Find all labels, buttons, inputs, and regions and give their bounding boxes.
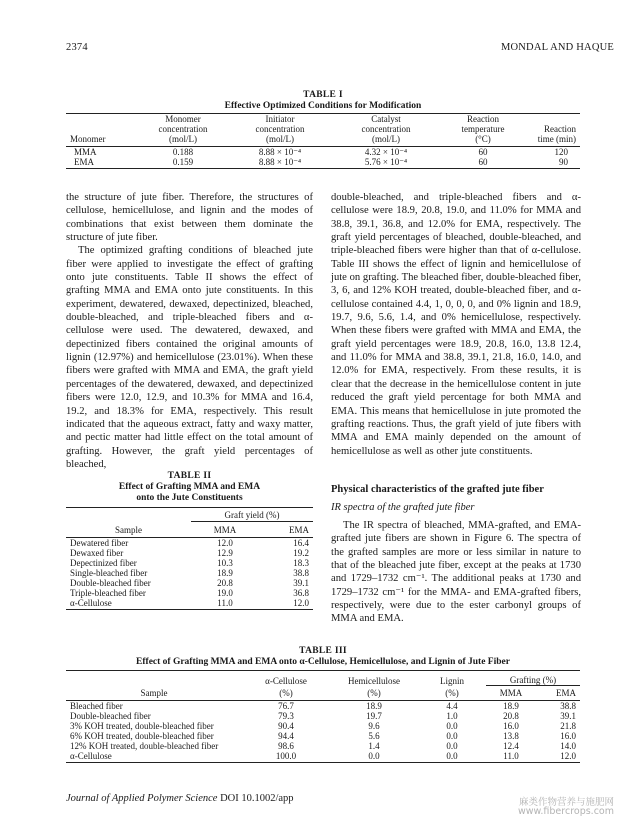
body-paragraph: the structure of jute fiber. Therefore, the structures of cellulose, hemicellulose, and lignin and the modes of combinations that exist between them dominate the structure of jute fiber. bbox=[66, 192, 313, 244]
table1-header-row bbox=[66, 114, 580, 124]
table2-group-header: Graft yield (%) bbox=[191, 508, 313, 522]
table-row bbox=[66, 721, 580, 731]
table-cell: 9.6 bbox=[368, 721, 380, 731]
table2-title: Effect of Grafting MMA and EMA bbox=[118, 482, 261, 492]
table-cell: Bleached fiber bbox=[70, 701, 123, 711]
table-cell: 18.9 bbox=[217, 568, 233, 578]
table-cell: Double-bleached fiber bbox=[70, 578, 151, 588]
journal-footer bbox=[66, 793, 294, 804]
table1-header-cell: Initiator bbox=[265, 114, 295, 124]
table1-header-cell: (°C) bbox=[475, 134, 491, 144]
table1-header-cell: Monomer bbox=[165, 114, 201, 124]
table-cell: 39.1 bbox=[560, 711, 576, 721]
table3 bbox=[66, 670, 580, 763]
table3-header-cell: Lignin bbox=[440, 675, 464, 686]
table2-header-cell: EMA bbox=[289, 525, 309, 535]
table1-number: TABLE I bbox=[303, 90, 343, 100]
table-row bbox=[66, 548, 313, 558]
table-row bbox=[66, 731, 580, 741]
table1-header-cell: (mol/L) bbox=[169, 134, 197, 144]
table-row bbox=[66, 588, 313, 598]
table-row bbox=[66, 578, 313, 588]
table3-title: Effect of Grafting MMA and EMA onto α-Cellulose, Hemicellulose, and Lignin of Jute Fiber bbox=[136, 657, 510, 667]
running-head-authors: MONDAL AND HAQUE bbox=[500, 42, 614, 53]
right-column-top bbox=[331, 191, 581, 458]
table1-header-cell: time (min) bbox=[537, 134, 576, 144]
table-cell: 16.0 bbox=[560, 731, 576, 741]
table-cell: 0.0 bbox=[446, 721, 458, 731]
table1-header-cell: (mol/L) bbox=[266, 134, 294, 144]
table3-header-row bbox=[66, 686, 580, 699]
table-cell: 12.4 bbox=[503, 741, 519, 751]
table1 bbox=[66, 113, 580, 169]
table-cell: 10.3 bbox=[217, 558, 233, 568]
table3-header-cell: (%) bbox=[445, 688, 459, 698]
table3-header-cell: Hemicellulose bbox=[348, 675, 400, 686]
table-row bbox=[66, 568, 313, 578]
table2-title: onto the Jute Constituents bbox=[136, 493, 243, 503]
table-cell: 20.8 bbox=[217, 578, 233, 588]
table-cell: Dewatered fiber bbox=[70, 538, 129, 548]
table3-caption bbox=[66, 646, 580, 668]
table-cell: 90 bbox=[559, 157, 568, 167]
table2-header-row bbox=[66, 522, 313, 536]
table-cell: 0.0 bbox=[446, 741, 458, 751]
table-cell: 20.8 bbox=[503, 711, 519, 721]
table-cell: 0.0 bbox=[368, 751, 380, 761]
table-cell: 79.3 bbox=[278, 711, 294, 721]
table1-caption bbox=[66, 90, 580, 112]
table3-header-cell: MMA bbox=[499, 688, 523, 698]
table-cell: Triple-bleached fiber bbox=[70, 588, 146, 598]
table-cell: 19.7 bbox=[366, 711, 382, 721]
table-cell: 4.4 bbox=[446, 701, 458, 711]
table-cell: 39.1 bbox=[293, 578, 309, 588]
table-cell: 8.88 × 10⁻⁴ bbox=[258, 157, 302, 167]
table-cell: 1.0 bbox=[446, 711, 458, 721]
table-cell: 19.0 bbox=[217, 588, 233, 598]
table1-header-cell: (mol/L) bbox=[372, 134, 400, 144]
table-cell: 12.0 bbox=[217, 538, 233, 548]
table1-header-row bbox=[66, 124, 580, 134]
left-column bbox=[66, 191, 313, 471]
table-cell: Depectinized fiber bbox=[70, 558, 137, 568]
table-cell: 98.6 bbox=[278, 741, 294, 751]
table1-header-cell: concentration bbox=[158, 124, 208, 134]
table-row bbox=[66, 701, 580, 712]
table-cell: 5.6 bbox=[368, 731, 380, 741]
table3-header-cell: Sample bbox=[140, 688, 168, 698]
table2-header-cell: MMA bbox=[213, 525, 237, 535]
table-cell: 0.0 bbox=[446, 731, 458, 741]
table-cell: 16.0 bbox=[503, 721, 519, 731]
table-cell: 6% KOH treated, double-bleached fiber bbox=[70, 731, 214, 741]
table-cell: 18.3 bbox=[293, 558, 309, 568]
table-cell: 13.8 bbox=[503, 731, 519, 741]
doi: DOI 10.1002/app bbox=[220, 793, 294, 804]
table-row bbox=[66, 598, 313, 608]
table-cell: 12.0 bbox=[293, 598, 309, 608]
table-cell: Dewaxed fiber bbox=[70, 548, 124, 558]
table-cell: 60 bbox=[478, 147, 488, 157]
table-cell: 21.8 bbox=[560, 721, 576, 731]
table-row bbox=[66, 711, 580, 721]
table-cell: MMA bbox=[74, 147, 97, 157]
table-cell: 100.0 bbox=[275, 751, 297, 761]
table-row bbox=[66, 741, 580, 751]
table-cell: 12.0 bbox=[560, 751, 576, 761]
table-cell: 38.8 bbox=[560, 701, 576, 711]
table-cell: 16.4 bbox=[293, 538, 309, 548]
table1-header-cell: temperature bbox=[461, 124, 505, 134]
table-cell: 8.88 × 10⁻⁴ bbox=[258, 147, 302, 157]
table-cell: α-Cellulose bbox=[70, 751, 112, 761]
table3-header-cell: EMA bbox=[556, 688, 576, 698]
subsection-heading: IR spectra of the grafted jute fiber bbox=[331, 502, 475, 513]
table-cell: 11.0 bbox=[217, 598, 233, 608]
table2 bbox=[66, 507, 313, 610]
table3-group-header: Grafting (%) bbox=[486, 671, 580, 686]
table-cell: 0.0 bbox=[446, 751, 458, 761]
table3-header-cell: (%) bbox=[279, 688, 293, 698]
table-cell: 38.8 bbox=[293, 568, 309, 578]
journal-name: Journal of Applied Polymer Science bbox=[66, 793, 218, 804]
table-cell: 76.7 bbox=[278, 701, 294, 711]
table1-header-cell: concentration bbox=[361, 124, 411, 134]
table-cell: Single-bleached fiber bbox=[70, 568, 148, 578]
table-cell: 14.0 bbox=[560, 741, 576, 751]
table-cell: 18.9 bbox=[366, 701, 382, 711]
table-cell: 12% KOH treated, double-bleached fiber bbox=[70, 741, 219, 751]
table-row bbox=[66, 157, 580, 167]
table1-header-cell: concentration bbox=[255, 124, 305, 134]
table3-header-cell: (%) bbox=[367, 688, 381, 698]
table1-header-cell: Reaction bbox=[467, 114, 499, 124]
table-cell: 1.4 bbox=[368, 741, 380, 751]
table-cell: 36.8 bbox=[293, 588, 309, 598]
table-cell: 94.4 bbox=[278, 731, 294, 741]
table3-number: TABLE III bbox=[299, 646, 347, 656]
table-row bbox=[66, 558, 313, 568]
table2-number: TABLE II bbox=[167, 471, 212, 481]
table-cell: 18.9 bbox=[503, 701, 519, 711]
table-cell: 11.0 bbox=[503, 751, 519, 761]
table-cell: 5.76 × 10⁻⁴ bbox=[364, 157, 408, 167]
table2-header-cell: Sample bbox=[115, 525, 142, 535]
table1-header-cell: Reaction bbox=[544, 124, 576, 134]
table2-caption bbox=[66, 471, 313, 504]
table-row bbox=[66, 147, 580, 158]
table1-title: Effective Optimized Conditions for Modification bbox=[224, 101, 422, 111]
watermark-line2: www.fibercrops.com bbox=[517, 806, 614, 817]
table-cell: 19.2 bbox=[293, 548, 309, 558]
page-number: 2374 bbox=[66, 42, 88, 53]
table-cell: 60 bbox=[478, 157, 488, 167]
table-cell: α-Cellulose bbox=[70, 598, 112, 608]
section-heading: Physical characteristics of the grafted jute fiber bbox=[331, 484, 544, 495]
table1-header-cell: Monomer bbox=[70, 134, 106, 144]
table-cell: 0.159 bbox=[172, 157, 194, 167]
right-column-bottom bbox=[331, 519, 581, 626]
table-cell: 90.4 bbox=[278, 721, 294, 731]
table-cell: 12.9 bbox=[217, 548, 233, 558]
table3-header-row bbox=[66, 671, 580, 686]
body-paragraph: The IR spectra of bleached, MMA-grafted, and EMA-grafted jute fibers are shown in Figure 6. The spectra of the grafted samples are more or less similar in nature to that of the bleached jute fiber, except at the peaks at 1730 and 1729–1732 cm⁻¹. The additional peaks at 1730 and 1729–1732 cm⁻¹ for the MMA- and EMA-grafted fibers, respectively, were due to the ester carbonyl groups of MMA and EMA. bbox=[331, 520, 581, 625]
table-cell: 3% KOH treated, double-bleached fiber bbox=[70, 721, 214, 731]
table-cell: 4.32 × 10⁻⁴ bbox=[364, 147, 408, 157]
table1-header-cell: Catalyst bbox=[371, 114, 401, 124]
table-cell: 0.188 bbox=[172, 147, 194, 157]
body-paragraph: The optimized grafting conditions of bleached jute fiber were applied to investigate the effect of grafting onto jute constituents. Table II shows the effect of grafting MMA and EMA onto jute constituents. In this experiment, dewatered, dewaxed, depectinized, bleached, double-bleached, and triple-bleached fibers and α-cellulose were used. The dewatered, dewaxed, and depectinized fibers contained the original amounts of lignin (12.97%) and hemicellulose (23.01%). When these fibers were grafted with MMA and EMA, the graft yield percentages of the dewatered, dewaxed, and depectinized fibers were 12.0, 12.9, and 10.3% for MMA and 16.4, 19.2, and 18.3% for EMA, respectively. This result indicated that the aqueous extract, fatty and waxy matter, and pectic matter had little effect on the total amount of grafting. However, the graft yield percentages of bleached, bbox=[66, 245, 313, 470]
watermark-line1: 麻类作物营养与施肥网 bbox=[518, 797, 614, 808]
table1-header-row bbox=[66, 134, 580, 144]
table-row bbox=[66, 538, 313, 549]
table3-header-cell: α-Cellulose bbox=[265, 675, 307, 686]
body-paragraph: double-bleached, and triple-bleached fibers and α-cellulose were 18.9, 20.8, 19.0, and 11.0% for MMA and 38.8, 39.1, 36.8, and 12.0% for EMA, respectively. The graft yield percentages of bleached, double-bleached, and triple-bleached fibers were higher than that of α-cellulose. Table III shows the effect of lignin and hemicellulose of jute on grafting. The bleached fiber, double-bleached fiber, 3, 6, and 12% KOH treated, double-bleached fiber, and α-cellulose contained 4.4, 1, 0, 0, 0, and 0% lignin and 18.9, 19.7, 9.6, 5.6, 1.4, and 0% hemicellulose, respectively. When these fibers were grafted with MMA and EMA, the graft yield percentages were 18.9, 20.8, 16.0, 13.8 12.4, and 11.0% for MMA and 38.8, 39.1, 21.8, 16.0, 14.0, and 12.0% for EMA, respectively. From these results, it is clear that the decrease in the hemicellulose content in jute reduced the graft yield percentage for both MMA and EMA. This means that hemicellulose in jute promoted the grafting reactions. Thus, the graft yield of jute fibers with MMA and EMA mainly depended on the amount of hemicellulose as well as other jute constituents. bbox=[331, 192, 581, 457]
table-cell: Double-bleached fiber bbox=[70, 711, 151, 721]
table-cell: EMA bbox=[74, 157, 94, 167]
table-row bbox=[66, 751, 580, 761]
table-cell: 120 bbox=[554, 147, 568, 157]
